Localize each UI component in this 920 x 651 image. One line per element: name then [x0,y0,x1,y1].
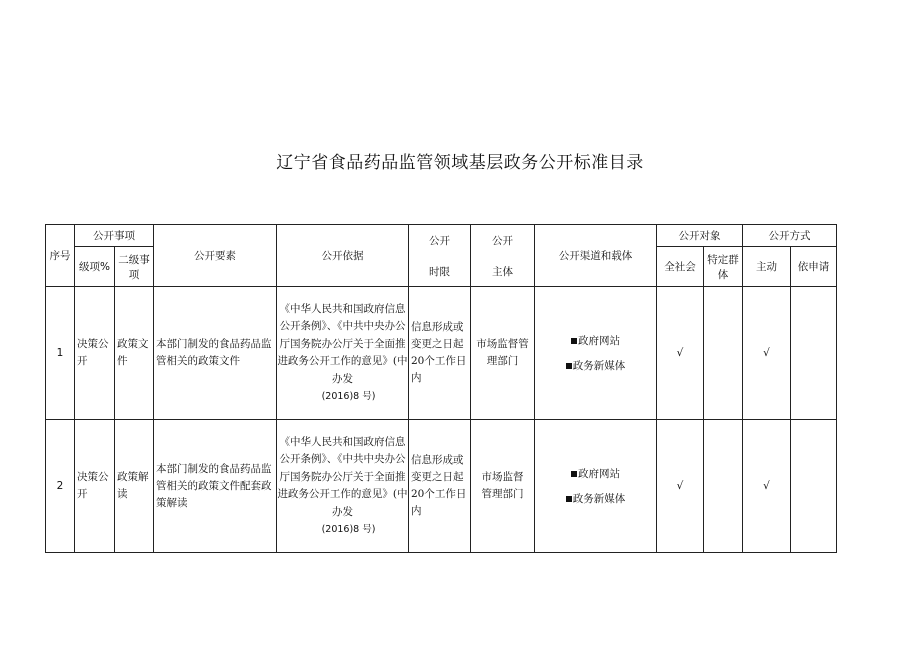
row-level2: 政策文件 [115,287,154,420]
row-channels [535,420,657,553]
table-row [46,287,837,420]
row-basis-num: (2016)8 号) [321,524,376,535]
row-request [791,287,837,420]
row-channels [535,287,657,420]
header-elements: 公开要素 [154,225,277,287]
row-society: √ [657,420,704,553]
row-time: 信息形成或变更之日起20个工作日内 [409,287,471,420]
row-active: √ [743,287,791,420]
row-seq: 1 [46,287,75,420]
square-bullet-icon [571,338,577,344]
row-subject: 市场监督管理部门 [471,420,535,553]
header-active: 主动 [743,247,791,287]
page-title: 辽宁省食品药品监管领域基层政务公开标准目录 [276,153,644,173]
row-basis [277,287,409,420]
header-level1: 级项% [75,247,115,287]
row-active: √ [743,420,791,553]
row-time: 信息形成或变更之日起20个工作日内 [409,420,471,553]
row-basis-num: (2016)8 号) [321,391,376,402]
header-specific: 特定群体 [704,247,743,287]
row-basis-text: 《中华人民共和国政府信息公开条例》、《中共中央办公厅国务院办公厅关于全面推进政务公开工作的意见》(中办发 [277,435,408,518]
header-subject-bottom: 主体 [492,265,513,278]
row-level1: 决策公开 [75,287,115,420]
row-level1: 决策公开 [75,420,115,553]
header-time-top: 公开 [429,234,450,247]
square-bullet-icon [566,363,572,369]
row-level2: 政策解读 [115,420,154,553]
header-request: 依申请 [791,247,837,287]
row-society: √ [657,287,704,420]
row-request [791,420,837,553]
header-society: 全社会 [657,247,704,287]
header-subject-top: 公开 [492,234,513,247]
square-bullet-icon [566,496,572,502]
header-target: 公开对象 [657,225,743,247]
row-basis-text: 《中华人民共和国政府信息公开条例》、《中共中央办公厅国务院办公厅关于全面推进政务公开工作的意见》(中办发 [277,302,408,385]
header-level2: 二级事项 [115,247,154,287]
channel-item: 政务新媒体 [535,491,656,506]
header-time [409,225,471,287]
table-row [46,420,837,553]
header-method: 公开方式 [743,225,837,247]
header-seq: 序号 [46,225,75,287]
header-subject [471,225,535,287]
channel-item: 政府网站 [535,466,656,481]
header-time-bottom: 时限 [429,265,450,278]
header-matter: 公开事项 [75,225,154,247]
row-specific [704,420,743,553]
row-subject: 市场监督管理部门 [471,287,535,420]
row-seq: 2 [46,420,75,553]
channel-item: 政府网站 [535,333,656,348]
square-bullet-icon [571,471,577,477]
row-elements: 本部门制发的食品药品监管相关的政策文件配套政策解读 [154,420,277,553]
row-basis [277,420,409,553]
channel-item: 政务新媒体 [535,358,656,373]
row-elements: 本部门制发的食品药品监管相关的政策文件 [154,287,277,420]
header-channel: 公开渠道和载体 [535,225,657,287]
header-basis: 公开依据 [277,225,409,287]
catalog-table [45,224,837,553]
row-specific [704,287,743,420]
